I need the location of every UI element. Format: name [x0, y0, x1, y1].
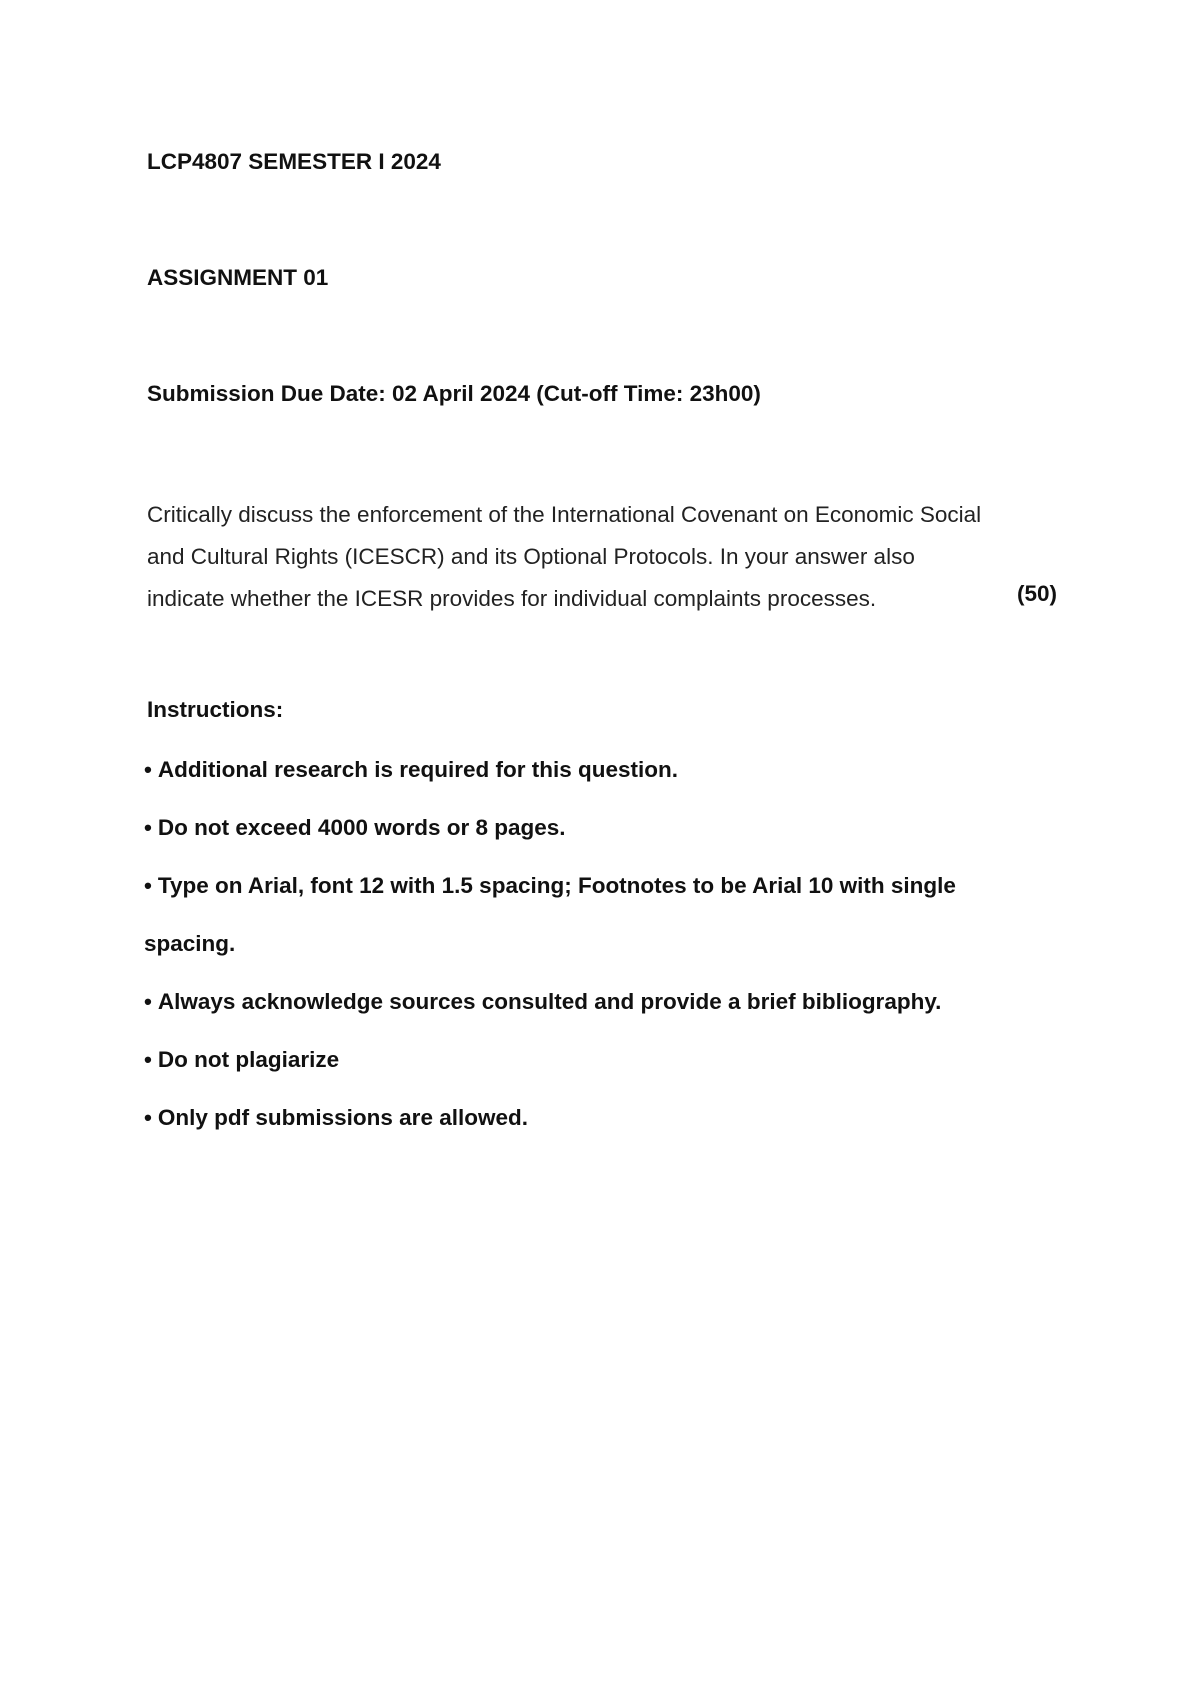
question-line: Critically discuss the enforcement of the International Covenant on Economic Social	[147, 502, 982, 527]
question-marks: (50)	[1017, 581, 1058, 606]
instruction-continuation: spacing.	[144, 931, 236, 956]
instruction-text: Only pdf submissions are allowed.	[157, 1105, 528, 1130]
list-item	[144, 814, 956, 872]
bullet-icon: •	[144, 1105, 152, 1130]
list-item	[144, 1046, 956, 1104]
question-line: and Cultural Rights (ICESCR) and its Optional Protocols. In your answer also	[147, 544, 915, 569]
assignment-heading: ASSIGNMENT 01	[147, 265, 329, 290]
question-line: indicate whether the ICESR provides for individual complaints processes.	[147, 586, 877, 611]
instruction-text: Always acknowledge sources consulted and provide a brief bibliography.	[157, 989, 942, 1014]
question-text	[147, 494, 1067, 620]
instruction-text: Do not plagiarize	[157, 1047, 340, 1072]
instruction-text: Type on Arial, font 12 with 1.5 spacing; Footnotes to be Arial 10 with single	[157, 873, 956, 898]
list-item	[144, 1104, 956, 1162]
instructions-heading: Instructions:	[147, 697, 284, 722]
instruction-text: Additional research is required for this question.	[157, 757, 678, 782]
bullet-icon: •	[144, 757, 152, 782]
bullet-icon: •	[144, 873, 152, 898]
due-date: Submission Due Date: 02 April 2024 (Cut-off Time: 23h00)	[147, 381, 761, 406]
list-item	[144, 756, 956, 814]
list-item	[144, 988, 956, 1046]
bullet-icon: •	[144, 815, 152, 840]
bullet-icon: •	[144, 989, 152, 1014]
instruction-text: Do not exceed 4000 words or 8 pages.	[157, 815, 566, 840]
course-heading: LCP4807 SEMESTER I 2024	[147, 149, 441, 174]
instructions-list	[144, 756, 956, 1162]
list-item	[144, 872, 956, 988]
bullet-icon: •	[144, 1047, 152, 1072]
